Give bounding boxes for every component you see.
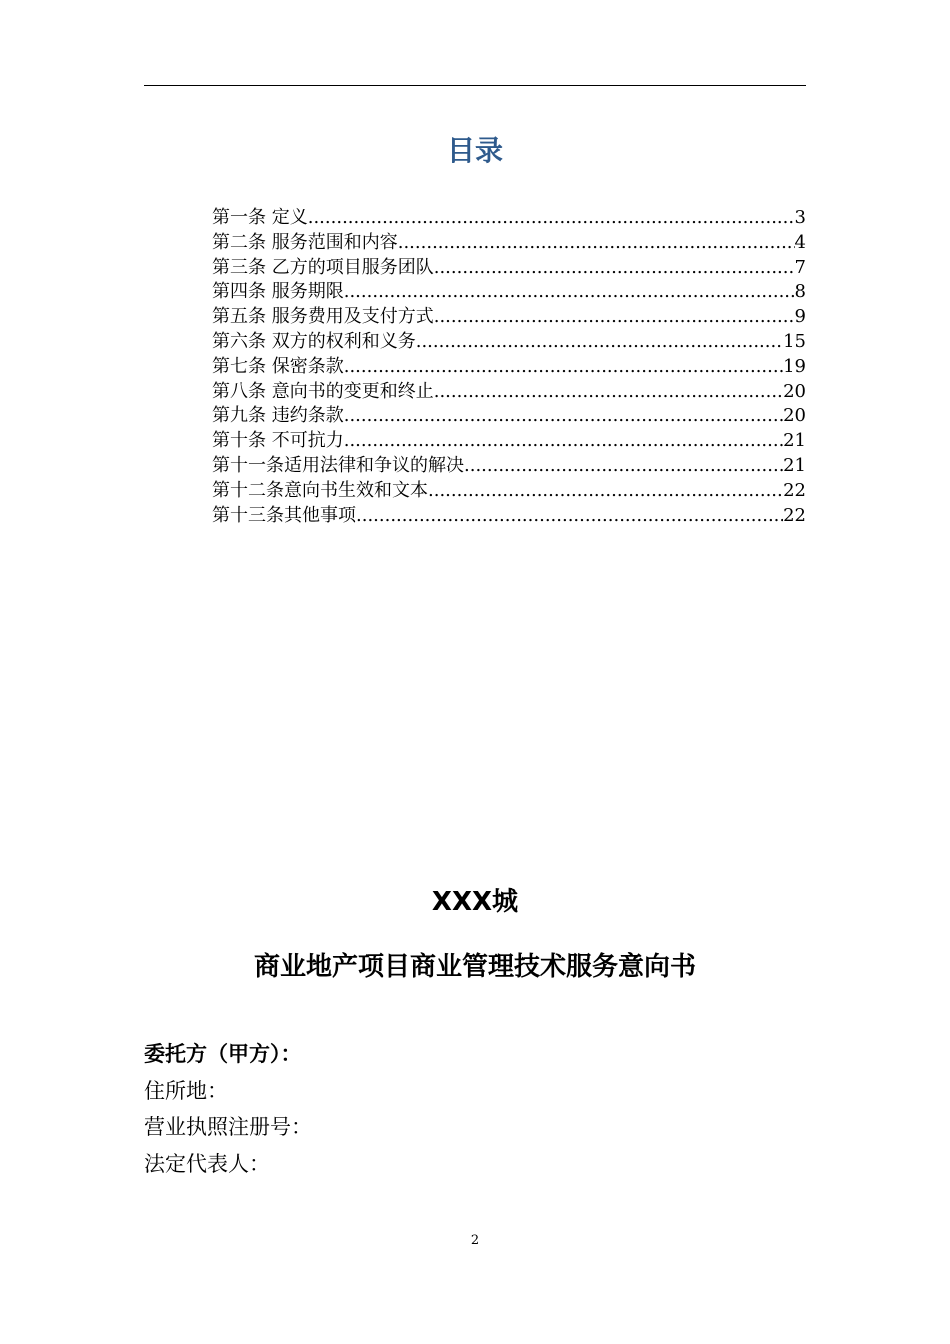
toc-leader bbox=[344, 404, 783, 429]
toc-leader bbox=[398, 231, 795, 256]
toc-entry-page: 20 bbox=[783, 380, 806, 402]
toc-leader bbox=[344, 280, 795, 305]
toc-entry-page: 4 bbox=[794, 231, 806, 253]
client-heading: 委托方（甲方）： bbox=[144, 1042, 302, 1066]
document-title: 商业地产项目商业管理技术服务意向书 bbox=[253, 952, 696, 982]
toc-entry-label: 第四条 服务期限 bbox=[212, 281, 344, 303]
toc-entry-page: 3 bbox=[794, 207, 806, 228]
toc-entry-6[interactable] bbox=[212, 330, 806, 355]
toc-leader bbox=[434, 380, 783, 405]
toc-entry-page: 22 bbox=[783, 479, 806, 501]
toc-entry-page: 21 bbox=[783, 454, 806, 476]
toc-entry-page: 20 bbox=[783, 405, 806, 427]
toc-entry-label: 第十二条意向书生效和文本 bbox=[212, 479, 428, 501]
table-of-contents bbox=[212, 206, 806, 528]
toc-entry-page: 7 bbox=[794, 256, 806, 278]
toc-leader bbox=[344, 429, 783, 454]
toc-entry-page: 15 bbox=[783, 330, 806, 352]
toc-leader bbox=[464, 454, 783, 479]
legal-representative-label: 法定代表人： bbox=[144, 1151, 270, 1176]
toc-entry-label: 第九条 违约条款 bbox=[212, 405, 344, 427]
toc-leader bbox=[308, 206, 795, 231]
toc-entry-3[interactable] bbox=[212, 256, 806, 281]
address-label: 住所地： bbox=[144, 1078, 228, 1103]
party-info bbox=[144, 1036, 806, 1182]
toc-leader bbox=[428, 479, 783, 504]
toc-entry-label: 第三条 乙方的项目服务团队 bbox=[212, 256, 434, 278]
toc-leader bbox=[434, 305, 795, 330]
toc-entry-1[interactable] bbox=[212, 206, 806, 231]
toc-entry-label: 第十一条适用法律和争议的解决 bbox=[212, 454, 464, 476]
toc-leader bbox=[344, 355, 783, 380]
toc-entry-label: 第八条 意向书的变更和终止 bbox=[212, 380, 434, 402]
toc-leader bbox=[416, 330, 783, 355]
toc-entry-page: 8 bbox=[794, 281, 806, 303]
toc-entry-2[interactable] bbox=[212, 231, 806, 256]
toc-entry-label: 第六条 双方的权利和义务 bbox=[212, 330, 416, 352]
toc-entry-label: 第七条 保密条款 bbox=[212, 355, 344, 377]
toc-entry-page: 21 bbox=[783, 430, 806, 452]
toc-leader bbox=[434, 256, 795, 281]
toc-entry-label: 第二条 服务范围和内容 bbox=[212, 231, 398, 253]
toc-entry-5[interactable] bbox=[212, 305, 806, 330]
header-rule bbox=[144, 85, 806, 86]
toc-entry-8[interactable] bbox=[212, 380, 806, 405]
toc-entry-7[interactable] bbox=[212, 355, 806, 380]
toc-entry-page: 19 bbox=[783, 355, 806, 377]
toc-entry-9[interactable] bbox=[212, 404, 806, 429]
toc-title: 目录 bbox=[446, 134, 503, 167]
toc-entry-label: 第一条 定义 bbox=[212, 207, 308, 228]
toc-entry-11[interactable] bbox=[212, 454, 806, 479]
toc-entry-page: 22 bbox=[783, 504, 806, 526]
page-number: 2 bbox=[470, 1233, 480, 1248]
toc-leader bbox=[356, 504, 783, 529]
toc-entry-label: 第五条 服务费用及支付方式 bbox=[212, 306, 434, 328]
license-number-label: 营业执照注册号： bbox=[144, 1115, 312, 1139]
toc-entry-10[interactable] bbox=[212, 429, 806, 454]
toc-entry-4[interactable] bbox=[212, 280, 806, 305]
city-title: XXX城 bbox=[431, 887, 519, 917]
toc-entry-label: 第十三条其他事项 bbox=[212, 504, 356, 526]
toc-entry-label: 第十条 不可抗力 bbox=[212, 430, 344, 452]
toc-entry-13[interactable] bbox=[212, 504, 806, 529]
toc-entry-page: 9 bbox=[794, 306, 806, 328]
toc-entry-12[interactable] bbox=[212, 479, 806, 504]
